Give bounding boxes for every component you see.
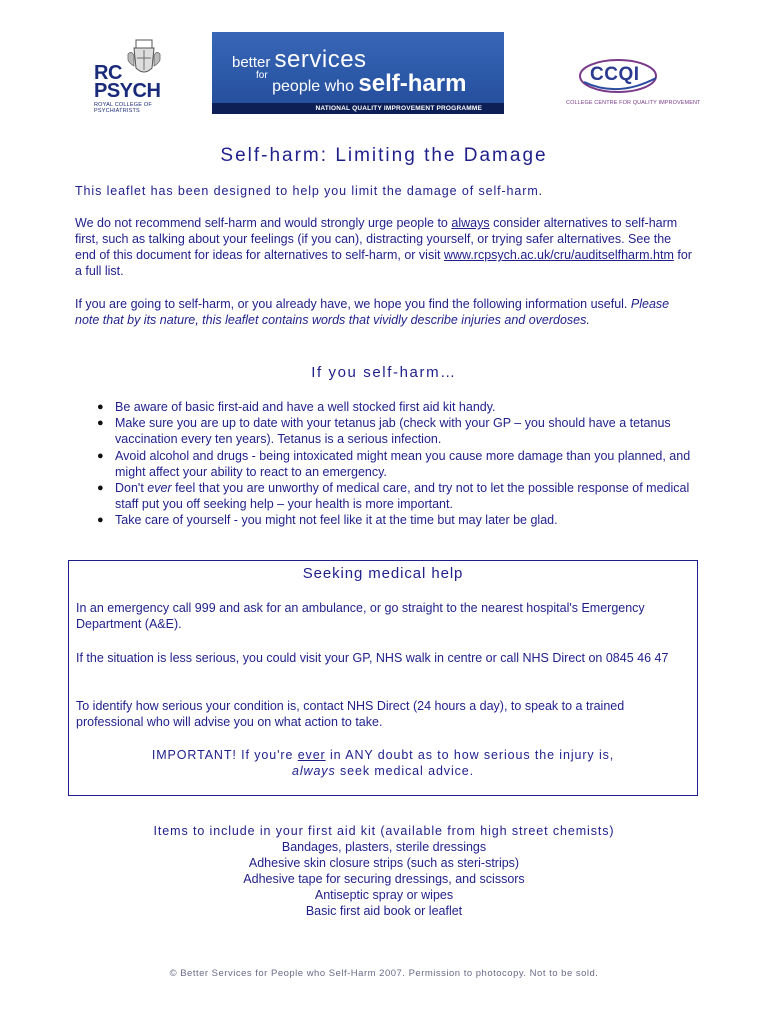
list-item bbox=[95, 512, 695, 528]
better-services-banner bbox=[212, 32, 504, 114]
kit-item: Bandages, plasters, sterile dressings bbox=[281, 840, 487, 854]
banner-line2 bbox=[256, 70, 466, 98]
kit-item: Basic first aid book or leaflet bbox=[305, 904, 463, 918]
banner-better: better bbox=[232, 54, 271, 71]
bullet-icon: ● bbox=[97, 401, 104, 413]
bullet-icon: ● bbox=[97, 449, 104, 462]
page-title: Self-harm: Limiting the Damage bbox=[220, 145, 548, 166]
ccqi-logo-sub: COLLEGE CENTRE FOR QUALITY IMPROVEMENT bbox=[566, 100, 701, 106]
rcpsych-logo bbox=[88, 38, 168, 118]
important-text-a: IMPORTANT! If you're bbox=[151, 748, 298, 762]
banner-self-harm: self-harm bbox=[358, 70, 467, 97]
banner-people-who: people who bbox=[272, 78, 354, 95]
important-line2 bbox=[69, 763, 697, 779]
list-item bbox=[95, 448, 695, 480]
medical-help-box bbox=[68, 560, 698, 796]
warning-text: If you are going to self-harm, or you already have, we hope you find the following information useful. bbox=[75, 297, 631, 311]
bullet-icon: ● bbox=[97, 482, 104, 495]
alternatives-text-b: consider alternatives to self-harm first, such as talking about your feelings (if you can), distracting yourself, or trying safer alternatives. See the end of this document for ideas for alternatives to self-harm, or visit bbox=[75, 216, 678, 262]
always-underlined: always bbox=[451, 216, 490, 230]
ever-italic: ever bbox=[147, 481, 172, 496]
banner-services: services bbox=[274, 46, 367, 73]
nhs-direct-text: To identify how serious your condition is, contact NHS Direct (24 hours a day), to speak to a trained professional who will advise you on what action to take. bbox=[76, 699, 625, 729]
first-aid-kit-section bbox=[0, 823, 768, 919]
list-item-text: Avoid alcohol and drugs - being intoxicated might mean you cause more damage than you planned, and might affect your ability to react to an emergency. bbox=[115, 448, 691, 479]
warning-italic: Please note that by its nature, this leaflet contains words that vividly describe injuries and overdoses. bbox=[75, 297, 670, 327]
less-serious-text: If the situation is less serious, you could visit your GP, NHS walk in centre or call NHS Direct on 0845 46 47 bbox=[76, 651, 669, 665]
ever-underlined: ever bbox=[297, 748, 326, 762]
important-text-b: in ANY doubt as to how serious the injury is, bbox=[325, 748, 615, 762]
alternatives-text-a: We do not recommend self-harm and would strongly urge people to bbox=[75, 216, 452, 230]
intro-text: This leaflet has been designed to help you limit the damage of self-harm. bbox=[75, 184, 544, 198]
first-aid-kit-heading: Items to include in your first aid kit (available from high street chemists) bbox=[153, 824, 615, 838]
kit-item: Adhesive tape for securing dressings, and scissors bbox=[243, 872, 525, 886]
list-item bbox=[95, 399, 695, 415]
emergency-text: In an emergency call 999 and ask for an ambulance, or go straight to the nearest hospital's Emergency Department (A&E). bbox=[76, 601, 645, 631]
rcpsych-link[interactable]: www.rcpsych.ac.uk/cru/auditselfharm.htm bbox=[443, 248, 674, 262]
important-line1 bbox=[69, 747, 697, 763]
rc-logo-sub2: PSYCHIATRISTS bbox=[94, 108, 140, 114]
rc-logo-line2: PSYCH bbox=[94, 80, 161, 102]
always-italic: always bbox=[291, 764, 336, 778]
kit-item: Adhesive skin closure strips (such as steri-strips) bbox=[248, 856, 520, 870]
list-item-text: Take care of yourself - you might not feel like it at the time but may later be glad. bbox=[115, 513, 558, 528]
rc-logo-sub1: ROYAL COLLEGE OF bbox=[94, 102, 152, 108]
alternatives-text-c: for a full list. bbox=[75, 248, 692, 278]
list-item bbox=[95, 480, 695, 512]
crest-icon bbox=[124, 38, 164, 80]
important-text-c: seek medical advice. bbox=[335, 764, 474, 778]
alternatives-paragraph bbox=[75, 215, 693, 279]
banner-for: for bbox=[256, 70, 268, 81]
bullet-icon: ● bbox=[97, 417, 104, 430]
banner-strip-text: NATIONAL QUALITY IMPROVEMENT PROGRAMME bbox=[315, 105, 482, 112]
medical-help-heading: Seeking medical help bbox=[302, 565, 464, 582]
ccqi-logo bbox=[560, 58, 700, 114]
bullet-icon: ● bbox=[97, 514, 104, 527]
warning-paragraph bbox=[75, 296, 693, 328]
ccqi-logo-text: CCQI bbox=[590, 64, 640, 85]
rc-logo-line1: RC bbox=[94, 62, 122, 84]
banner-strip bbox=[212, 103, 504, 114]
list-item bbox=[95, 415, 695, 447]
list-item-text: Make sure you are up to date with your tetanus jab (check with your GP – you should have a tetanus vaccination every ten years). Tetanus is a serious infection. bbox=[115, 416, 671, 447]
list-item-text: Be aware of basic first-aid and have a well stocked first aid kit handy. bbox=[115, 400, 496, 414]
copyright-footer: © Better Services for People who Self-Harm 2007. Permission to photocopy. Not to be sold. bbox=[169, 968, 599, 979]
list-item-text: feel that you are unworthy of medical care, and try not to let the possible response of medical staff put you off seeking help – your health is more important. bbox=[115, 481, 690, 512]
kit-item: Antiseptic spray or wipes bbox=[314, 888, 454, 902]
list-item-text: Don't bbox=[115, 481, 148, 496]
section-heading-self-harm: If you self-harm… bbox=[311, 364, 457, 381]
advice-list bbox=[95, 399, 695, 529]
